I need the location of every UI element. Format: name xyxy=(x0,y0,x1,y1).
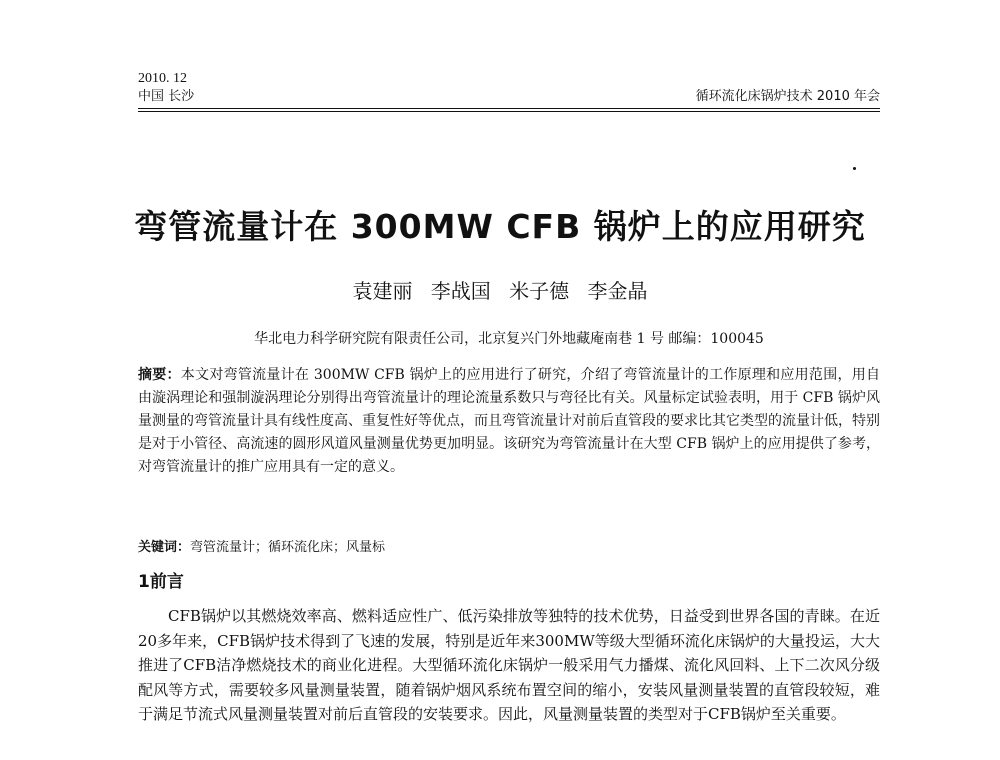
keywords-label: 关键词： xyxy=(138,540,191,555)
keywords xyxy=(138,538,385,558)
abstract-text: 本文对弯管流量计在 300MW CFB 锅炉上的应用进行了研究，介绍了弯管流量计的工作原理和应用范围，用自由漩涡理论和强制漩涡理论分别得出弯管流量计的理论流量系数只与弯径比有关。风量标定试验表明，用于 CFB 锅炉风量测量的弯管流量计具有线性度高、重复性好等优点，而且弯管流量计对前后直管段的要求比其它类型的流量计低，特别是对于小管径、高流速的圆形风道风量测量优势更加明显。该研究为弯管流量计在大型 CFB 锅炉上的应用提供了参考，对弯管流量计的推广应用具有一定的意义。 xyxy=(138,367,880,475)
header-location: 中国 长沙 xyxy=(138,89,195,104)
scan-speck xyxy=(853,167,856,170)
paper-title: 弯管流量计在 300MW CFB 锅炉上的应用研究 xyxy=(134,207,866,246)
abstract-label: 摘要： xyxy=(138,367,181,383)
paper-affiliation: 华北电力科学研究院有限责任公司，北京复兴门外地藏庵南巷 1 号 邮编：100045 xyxy=(254,331,764,347)
header-date: 2010. 12 xyxy=(138,71,187,86)
header-rule xyxy=(138,108,880,109)
section-body: CFB锅炉以其燃烧效率高、燃料适应性广、低污染排放等独特的技术优势，日益受到世界各国的青睐。在近20多年来，CFB锅炉技术得到了飞速的发展，特别是近年来300MW等级大型循环流化床锅炉的大量投运，大大推进了CFB洁净燃烧技术的商业化进程。大型循环流化床锅炉一般采用气力播煤、流化风回料、上下二次风分级配风等方式，需要较多风量测量装置，随着锅炉烟风系统布置空间的缩小，安装风量测量装置的直管段较短，难于满足节流式风量测量装置对前后直管段的安装要求。因此，风量测量装置的类型对于CFB锅炉至关重要。 xyxy=(138,607,880,723)
section-heading: 1前言 xyxy=(138,572,184,592)
header-rule-thin xyxy=(138,111,880,112)
header-conference: 循环流化床锅炉技术 2010 年会 xyxy=(695,89,880,104)
keywords-text: 弯管流量计；循环流化床；风量标 xyxy=(190,540,386,555)
paper-authors: 袁建丽 李战国 米子德 李金晶 xyxy=(352,279,648,303)
abstract xyxy=(138,364,880,479)
